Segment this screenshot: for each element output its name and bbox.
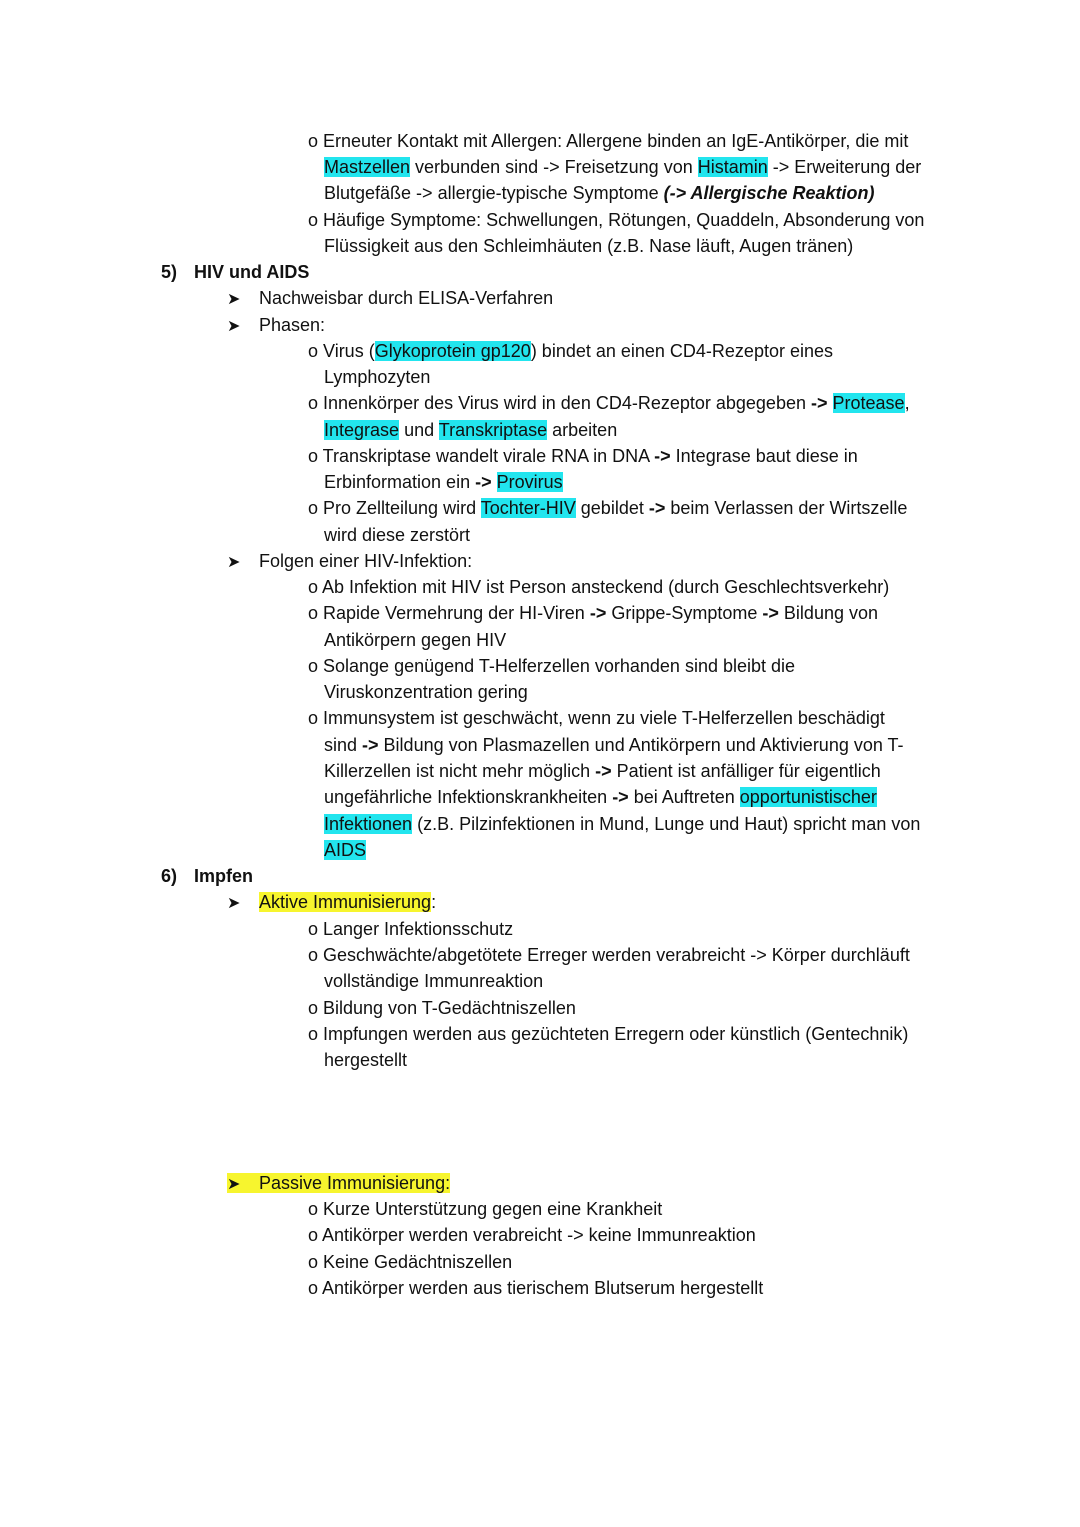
arrow-bullet-icon: ➤: [227, 554, 241, 571]
consequence-line: o Immunsystem ist geschwächt, wenn zu viele T-Helferzellen beschädigt: [308, 708, 885, 728]
arrow-bullet-icon: ➤: [227, 1176, 241, 1193]
bullet-phases: [227, 312, 325, 340]
section-5-number: 5): [161, 262, 178, 282]
section-6-number: 6): [161, 866, 178, 886]
emphasis-text: (-> Allergische Reaktion): [663, 183, 875, 203]
allergy-bullet-2-line-2: Flüssigkeit aus den Schleimhäuten (z.B. Nase läuft, Augen tränen): [324, 236, 854, 256]
bold-arrow: ->: [362, 735, 379, 755]
consequence-line: ungefährliche Infektionskrankheiten -> bei Auftreten opportunistischer: [324, 787, 877, 807]
arrow-bullet-icon: ➤: [227, 895, 241, 912]
consequence-line: Viruskonzentration gering: [324, 682, 528, 702]
active-line: o Geschwächte/abgetötete Erreger werden verabreicht -> Körper durchläuft: [308, 945, 910, 965]
highlighted-term: Integrase: [324, 420, 400, 440]
active-immunization-label: Aktive Immunisierung: [259, 892, 432, 912]
arrow-bullet-icon: ➤: [227, 291, 241, 308]
bold-arrow: ->: [612, 787, 629, 807]
consequence-line: sind -> Bildung von Plasmazellen und Antikörpern und Aktivierung von T-: [324, 735, 904, 755]
highlighted-term: opportunistischer: [739, 787, 877, 807]
bullet-consequences-text: Folgen einer HIV-Infektion:: [259, 551, 473, 571]
bold-arrow: ->: [762, 603, 779, 623]
bold-arrow: ->: [654, 446, 671, 466]
section-6-heading: [161, 863, 253, 889]
consequence-line: o Ab Infektion mit HIV ist Person ansteckend (durch Geschlechtsverkehr): [308, 577, 890, 597]
arrow-bullet-icon: ➤: [227, 318, 241, 335]
passive-line: o Kurze Unterstützung gegen eine Krankheit: [308, 1199, 663, 1219]
highlighted-term: Protease: [832, 393, 905, 413]
highlighted-term: Histamin: [697, 157, 768, 177]
passive-immunization-label: Passive Immunisierung:: [259, 1173, 451, 1193]
highlighted-term: Mastzellen: [324, 157, 411, 177]
section-5-heading: [161, 259, 309, 285]
phase-line: o Innenkörper des Virus wird in den CD4-Rezeptor abgegeben -> Protease,: [308, 393, 910, 413]
consequence-line: o Solange genügend T-Helferzellen vorhanden sind bleibt die: [308, 656, 796, 676]
highlighted-term: Transkriptase: [438, 420, 548, 440]
active-line: o Langer Infektionsschutz: [308, 919, 514, 939]
active-line: vollständige Immunreaktion: [324, 971, 544, 991]
allergy-bullet-1-line-3: Blutgefäße -> allergie-typische Symptome (-> Allergische Reaktion): [324, 183, 875, 203]
highlighted-term: Glykoprotein gp120: [374, 341, 531, 361]
active-line: hergestellt: [324, 1050, 408, 1070]
bold-arrow: ->: [648, 498, 666, 518]
consequence-line: Infektionen (z.B. Pilzinfektionen in Mund, Lunge und Haut) spricht man von: [324, 814, 921, 834]
bullet-consequences: [227, 548, 472, 576]
bold-arrow: ->: [595, 761, 612, 781]
section-5-title: HIV und AIDS: [194, 262, 310, 282]
allergy-bullet-2-line-1: o Häufige Symptome: Schwellungen, Rötungen, Quaddeln, Absonderung von: [308, 210, 925, 230]
section-6-title: Impfen: [194, 866, 254, 886]
bullet-active-immunization: [227, 889, 436, 917]
highlighted-term: AIDS: [324, 840, 367, 860]
phase-line: Erbinformation ein -> Provirus: [324, 472, 563, 492]
phase-line: o Virus (Glykoprotein gp120) bindet an einen CD4-Rezeptor eines: [308, 341, 833, 361]
passive-line: o Antikörper werden verabreicht -> keine Immunreaktion: [308, 1225, 756, 1245]
active-line: o Bildung von T-Gedächtniszellen: [308, 998, 576, 1018]
allergy-bullet-1-line-1: o Erneuter Kontakt mit Allergen: Allergene binden an IgE-Antikörper, die mit: [308, 131, 909, 151]
passive-line: o Antikörper werden aus tierischem Blutserum hergestellt: [308, 1278, 764, 1298]
highlighted-term: Provirus: [496, 472, 563, 492]
bullet-phases-text: Phasen:: [259, 315, 326, 335]
consequence-line: Killerzellen ist nicht mehr möglich -> Patient ist anfälliger für eigentlich: [324, 761, 881, 781]
highlighted-term: Infektionen: [324, 814, 413, 834]
consequence-line: o Rapide Vermehrung der HI-Viren -> Grippe-Symptome -> Bildung von: [308, 603, 878, 623]
phase-line: wird diese zerstört: [324, 525, 471, 545]
active-immunization-suffix: :: [431, 892, 437, 912]
bold-arrow: ->: [475, 472, 492, 492]
consequence-line: [324, 837, 366, 863]
phase-line: o Transkriptase wandelt virale RNA in DNA -> Integrase baut diese in: [308, 446, 858, 466]
phase-line: Integrase und Transkriptase arbeiten: [324, 420, 618, 440]
consequence-line: Antikörpern gegen HIV: [324, 630, 507, 650]
phase-line: o Pro Zellteilung wird Tochter-HIV gebildet -> beim Verlassen der Wirtszelle: [308, 498, 908, 518]
bold-arrow: ->: [810, 393, 828, 413]
highlighted-term: Tochter-HIV: [480, 498, 576, 518]
bold-arrow: ->: [589, 603, 607, 623]
bullet-passive-immunization: [227, 1170, 450, 1198]
passive-line: o Keine Gedächtniszellen: [308, 1252, 513, 1272]
active-line: o Impfungen werden aus gezüchteten Erregern oder künstlich (Gentechnik): [308, 1024, 909, 1044]
allergy-bullet-1-line-2: Mastzellen verbunden sind -> Freisetzung von Histamin -> Erweiterung der: [324, 157, 922, 177]
phase-line: Lymphozyten: [324, 367, 431, 387]
bullet-detection: [227, 285, 553, 313]
bullet-detection-text: Nachweisbar durch ELISA-Verfahren: [259, 288, 554, 308]
passive-immunization-highlight: [227, 1173, 450, 1193]
